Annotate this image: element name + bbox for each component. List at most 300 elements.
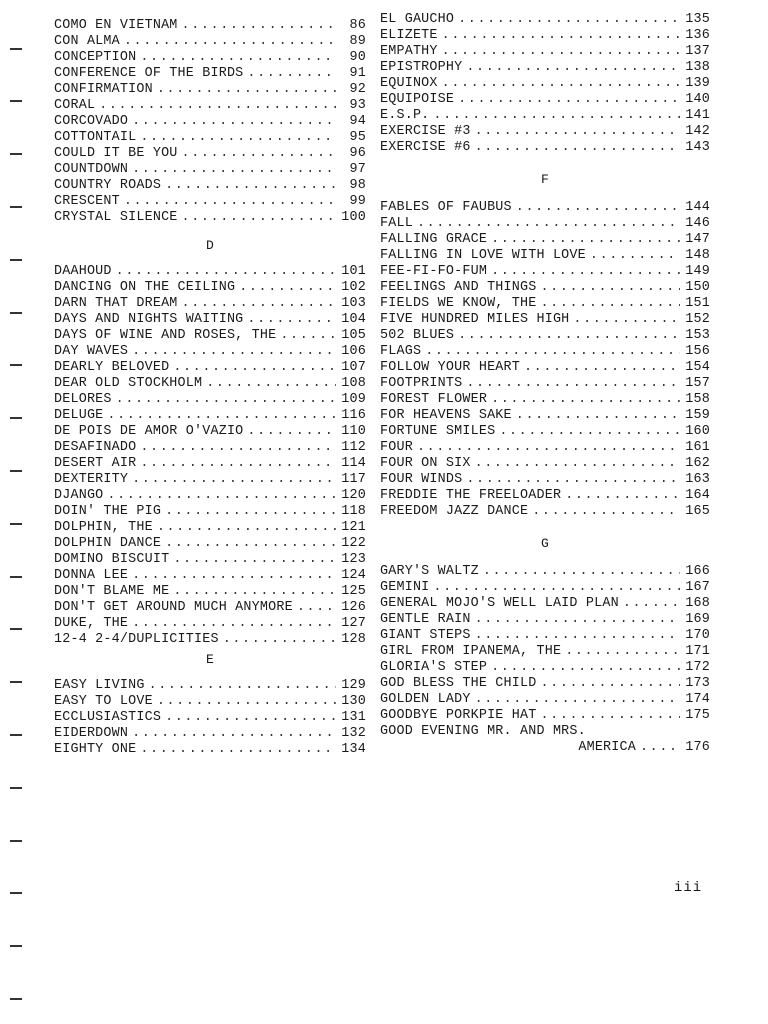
leader-dots	[540, 708, 680, 724]
index-entry	[380, 200, 710, 216]
leader-dots	[623, 596, 680, 612]
entry-page-number: 103	[341, 296, 366, 311]
leader-dots	[458, 92, 680, 108]
binding-mark	[10, 364, 22, 366]
entry-page-number: 174	[685, 692, 710, 707]
entry-page-number: 120	[341, 488, 366, 503]
index-entry	[54, 568, 366, 584]
entry-page-number: 143	[685, 140, 710, 155]
leader-dots	[573, 312, 680, 328]
index-entry	[54, 678, 366, 694]
entry-page-number: 126	[341, 600, 366, 615]
entry-page-number: 123	[341, 552, 366, 567]
binding-mark	[10, 523, 22, 525]
binding-mark	[10, 892, 22, 894]
leader-dots	[640, 740, 680, 756]
binding-mark	[10, 417, 22, 419]
entry-page-number: 124	[341, 568, 366, 583]
entry-title: GIANT STEPS	[380, 628, 471, 643]
entry-title: DESAFINADO	[54, 440, 137, 455]
index-entry	[380, 564, 710, 580]
entry-page-number: 98	[349, 178, 366, 193]
index-entry	[380, 628, 710, 644]
leader-dots	[442, 28, 680, 44]
leader-dots	[442, 44, 680, 60]
index-entry	[54, 98, 366, 114]
leader-dots	[182, 146, 336, 162]
index-entry	[54, 280, 366, 296]
entry-page-number: 147	[685, 232, 710, 247]
entry-title: DUKE, THE	[54, 616, 129, 631]
index-entry	[54, 18, 366, 34]
leader-dots	[491, 264, 680, 280]
leader-dots	[247, 312, 336, 328]
index-entry	[54, 312, 366, 328]
entry-page-number: 89	[349, 34, 366, 49]
entry-title: ECCLUSIASTICS	[54, 710, 162, 725]
index-entry	[380, 344, 710, 360]
entry-title: FLAGS	[380, 344, 422, 359]
leader-dots	[107, 408, 336, 424]
index-entry	[54, 50, 366, 66]
index-column-right	[380, 12, 710, 756]
leader-dots	[425, 344, 680, 360]
entry-page-number: 175	[685, 708, 710, 723]
binding-hole-marks	[10, 0, 24, 1024]
leader-dots	[132, 162, 336, 178]
entry-page-number: 162	[685, 456, 710, 471]
entry-page-number: 137	[685, 44, 710, 59]
binding-mark	[10, 734, 22, 736]
entry-page-number: 91	[349, 66, 366, 81]
entry-page-number: 138	[685, 60, 710, 75]
binding-mark	[10, 153, 22, 155]
leader-dots	[132, 114, 336, 130]
entry-title: GOOD EVENING MR. AND MRS.	[380, 724, 586, 739]
leader-dots	[124, 34, 336, 50]
leader-dots	[165, 710, 336, 726]
leader-dots	[433, 108, 680, 124]
leader-dots	[149, 678, 336, 694]
leader-dots	[173, 360, 336, 376]
entry-page-number: 172	[685, 660, 710, 675]
index-entry	[54, 520, 366, 536]
entry-title: CONFIRMATION	[54, 82, 153, 97]
leader-dots	[140, 50, 336, 66]
section-d	[54, 264, 366, 648]
entry-title: GEMINI	[380, 580, 430, 595]
entry-page-number: 95	[349, 130, 366, 145]
entry-title: EQUINOX	[380, 76, 438, 91]
leader-dots	[466, 376, 680, 392]
index-entry	[380, 92, 710, 108]
leader-dots	[124, 194, 336, 210]
leader-dots	[182, 296, 336, 312]
entry-page-number: 127	[341, 616, 366, 631]
entry-title: DANCING ON THE CEILING	[54, 280, 236, 295]
index-entry	[380, 708, 710, 724]
index-entry	[380, 440, 710, 456]
entry-title: DELUGE	[54, 408, 104, 423]
leader-dots	[132, 568, 336, 584]
index-entry	[380, 76, 710, 92]
index-column-left	[54, 18, 366, 758]
entry-title: EXERCISE #3	[380, 124, 471, 139]
entry-page-number: 167	[685, 580, 710, 595]
entry-page-number: 166	[685, 564, 710, 579]
leader-dots	[140, 456, 336, 472]
entry-title: FREDDIE THE FREELOADER	[380, 488, 562, 503]
entry-page-number: 142	[685, 124, 710, 139]
leader-dots	[239, 280, 336, 296]
entry-page-number: 90	[349, 50, 366, 65]
entry-title: DON'T BLAME ME	[54, 584, 170, 599]
entry-title: GARY'S WALTZ	[380, 564, 479, 579]
binding-mark	[10, 48, 22, 50]
index-entry	[54, 210, 366, 226]
entry-page-number: 158	[685, 392, 710, 407]
entry-title: CONFERENCE OF THE BIRDS	[54, 66, 244, 81]
entry-title: GOODBYE PORKPIE HAT	[380, 708, 537, 723]
leader-dots	[540, 676, 680, 692]
entry-title: DOLPHIN DANCE	[54, 536, 162, 551]
index-entry	[380, 724, 710, 740]
entry-page-number: 109	[341, 392, 366, 407]
entry-page-number: 136	[685, 28, 710, 43]
entry-title: DON'T GET AROUND MUCH ANYMORE	[54, 600, 293, 615]
leader-dots	[173, 584, 336, 600]
entry-page-number: 140	[685, 92, 710, 107]
index-entry	[380, 216, 710, 232]
binding-mark	[10, 576, 22, 578]
leader-dots	[116, 264, 336, 280]
index-entry	[380, 488, 710, 504]
leader-dots	[297, 600, 336, 616]
leader-dots	[516, 200, 680, 216]
entry-title: CRYSTAL SILENCE	[54, 210, 178, 225]
index-entry	[380, 108, 710, 124]
leader-dots	[540, 296, 680, 312]
entry-title: 12-4 2-4/DUPLICITIES	[54, 632, 219, 647]
entry-page-number: 131	[341, 710, 366, 725]
entry-page-number: 157	[685, 376, 710, 391]
leader-dots	[475, 612, 680, 628]
entry-title: COTTONTAIL	[54, 130, 137, 145]
leader-dots	[433, 580, 680, 596]
binding-mark	[10, 787, 22, 789]
entry-page-number: 159	[685, 408, 710, 423]
index-entry	[54, 600, 366, 616]
index-entry	[54, 408, 366, 424]
entry-title: ELIZETE	[380, 28, 438, 43]
index-entry	[54, 264, 366, 280]
entry-title: FOUR	[380, 440, 413, 455]
entry-page-number: 132	[341, 726, 366, 741]
index-entry	[54, 82, 366, 98]
leader-dots	[165, 504, 336, 520]
entry-page-number: 102	[341, 280, 366, 295]
entry-title: COULD IT BE YOU	[54, 146, 178, 161]
entry-title: EPISTROPHY	[380, 60, 463, 75]
leader-dots	[247, 424, 336, 440]
index-entry	[54, 632, 366, 648]
binding-mark	[10, 470, 22, 472]
entry-page-number: 92	[349, 82, 366, 97]
leader-dots	[475, 124, 680, 140]
entry-page-number: 86	[349, 18, 366, 33]
index-entry	[54, 536, 366, 552]
entry-page-number: 173	[685, 676, 710, 691]
entry-page-number: 153	[685, 328, 710, 343]
entry-title: FOUR ON SIX	[380, 456, 471, 471]
index-entry	[54, 194, 366, 210]
entry-page-number: 101	[341, 264, 366, 279]
index-entry	[380, 408, 710, 424]
leader-dots	[157, 694, 336, 710]
leader-dots	[165, 178, 336, 194]
index-entry	[54, 360, 366, 376]
leader-dots	[475, 140, 680, 156]
section-heading-g: G	[540, 536, 549, 551]
index-entry	[54, 616, 366, 632]
index-entry	[380, 296, 710, 312]
section-c-continued	[54, 18, 366, 226]
index-entry	[54, 178, 366, 194]
entry-page-number: 154	[685, 360, 710, 375]
entry-page-number: 104	[341, 312, 366, 327]
index-entry	[380, 312, 710, 328]
entry-page-number: 99	[349, 194, 366, 209]
entry-title: FOUR WINDS	[380, 472, 463, 487]
index-entry	[380, 264, 710, 280]
leader-dots	[116, 392, 336, 408]
leader-dots	[475, 456, 680, 472]
entry-page-number: 128	[341, 632, 366, 647]
entry-title: GLORIA'S STEP	[380, 660, 488, 675]
index-entry	[380, 456, 710, 472]
section-e-continued	[380, 12, 710, 156]
entry-page-number: 144	[685, 200, 710, 215]
leader-dots	[223, 632, 336, 648]
entry-title: CRESCENT	[54, 194, 120, 209]
entry-title: COMO EN VIETNAM	[54, 18, 178, 33]
binding-mark	[10, 945, 22, 947]
index-entry	[54, 424, 366, 440]
binding-mark	[10, 840, 22, 842]
entry-title: EMPATHY	[380, 44, 438, 59]
binding-mark	[10, 312, 22, 314]
leader-dots	[491, 232, 680, 248]
entry-page-number: 169	[685, 612, 710, 627]
entry-title: E.S.P.	[380, 108, 430, 123]
index-entry	[380, 28, 710, 44]
entry-title: GOLDEN LADY	[380, 692, 471, 707]
index-entry	[380, 392, 710, 408]
entry-title: DJANGO	[54, 488, 104, 503]
entry-title: EXERCISE #6	[380, 140, 471, 155]
index-entry	[380, 644, 710, 660]
leader-dots	[491, 660, 680, 676]
entry-page-number: 105	[341, 328, 366, 343]
entry-title: DAY WAVES	[54, 344, 129, 359]
entry-page-number: 122	[341, 536, 366, 551]
leader-dots	[590, 248, 680, 264]
leader-dots	[140, 130, 336, 146]
index-entry	[54, 472, 366, 488]
leader-dots	[483, 564, 680, 580]
entry-page-number: 165	[685, 504, 710, 519]
entry-title: DEAR OLD STOCKHOLM	[54, 376, 203, 391]
index-entry	[380, 424, 710, 440]
binding-mark	[10, 206, 22, 208]
leader-dots	[173, 552, 336, 568]
entry-page-number: 168	[685, 596, 710, 611]
entry-title: EIGHTY ONE	[54, 742, 137, 757]
index-entry	[54, 344, 366, 360]
binding-mark	[10, 998, 22, 1000]
entry-page-number: 148	[685, 248, 710, 263]
entry-title: GOD BLESS THE CHILD	[380, 676, 537, 691]
leader-dots	[280, 328, 336, 344]
entry-page-number: 134	[341, 742, 366, 757]
leader-dots	[132, 472, 336, 488]
leader-dots	[165, 536, 336, 552]
entry-title: DAYS OF WINE AND ROSES, THE	[54, 328, 277, 343]
entry-title: 502 BLUES	[380, 328, 455, 343]
entry-title: EQUIPOISE	[380, 92, 455, 107]
index-entry	[380, 60, 710, 76]
leader-dots	[157, 520, 336, 536]
leader-dots	[417, 216, 680, 232]
entry-title: CORAL	[54, 98, 96, 113]
leader-dots	[206, 376, 336, 392]
leader-dots	[132, 616, 336, 632]
binding-mark	[10, 259, 22, 261]
entry-title: CONCEPTION	[54, 50, 137, 65]
leader-dots	[442, 76, 680, 92]
index-entry	[54, 488, 366, 504]
leader-dots	[532, 504, 680, 520]
entry-page-number: 146	[685, 216, 710, 231]
index-entry	[54, 376, 366, 392]
entry-title: FEE-FI-FO-FUM	[380, 264, 488, 279]
entry-title: FOR HEAVENS SAKE	[380, 408, 512, 423]
index-entry	[54, 162, 366, 178]
index-entry	[54, 552, 366, 568]
index-entry	[380, 504, 710, 520]
index-entry	[380, 580, 710, 596]
index-entry	[380, 692, 710, 708]
entry-title: DELORES	[54, 392, 112, 407]
leader-dots	[466, 60, 680, 76]
index-entry	[380, 124, 710, 140]
entry-page-number: 96	[349, 146, 366, 161]
leader-dots	[417, 440, 680, 456]
section-heading-e: E	[205, 652, 214, 667]
entry-page-number: 114	[341, 456, 366, 471]
leader-dots	[565, 644, 680, 660]
entry-page-number: 129	[341, 678, 366, 693]
entry-title: FEELINGS AND THINGS	[380, 280, 537, 295]
entry-page-number: 100	[341, 210, 366, 225]
index-entry	[54, 130, 366, 146]
index-entry	[380, 472, 710, 488]
page-number: iii	[674, 880, 703, 896]
entry-title: DESERT AIR	[54, 456, 137, 471]
leader-dots	[524, 360, 680, 376]
index-entry	[54, 456, 366, 472]
index-entry	[54, 66, 366, 82]
section-g	[380, 564, 710, 724]
binding-mark	[10, 681, 22, 683]
index-entry	[380, 360, 710, 376]
leader-dots	[565, 488, 680, 504]
entry-title: DAAHOUD	[54, 264, 112, 279]
entry-title: DEXTERITY	[54, 472, 129, 487]
index-entry	[54, 440, 366, 456]
entry-page-number: 151	[685, 296, 710, 311]
entry-title: COUNTRY ROADS	[54, 178, 162, 193]
leader-dots	[516, 408, 680, 424]
entry-title: CORCOVADO	[54, 114, 129, 129]
leader-dots	[540, 280, 680, 296]
entry-title: COUNTDOWN	[54, 162, 129, 177]
entry-title: GENTLE RAIN	[380, 612, 471, 627]
entry-page-number: 135	[685, 12, 710, 27]
entry-page-number: 110	[341, 424, 366, 439]
index-entry	[380, 676, 710, 692]
entry-title: FOREST FLOWER	[380, 392, 488, 407]
index-entry	[54, 742, 366, 758]
entry-page-number: 106	[341, 344, 366, 359]
leader-dots	[107, 488, 336, 504]
leader-dots	[247, 66, 336, 82]
entry-title: FALLING GRACE	[380, 232, 488, 247]
leader-dots	[466, 472, 680, 488]
entry-title: GIRL FROM IPANEMA, THE	[380, 644, 562, 659]
leader-dots	[491, 392, 680, 408]
entry-page-number: 141	[685, 108, 710, 123]
index-entry	[380, 12, 710, 28]
entry-page-number: 121	[341, 520, 366, 535]
entry-title: FABLES OF FAUBUS	[380, 200, 512, 215]
index-entry	[54, 296, 366, 312]
entry-page-number: 176	[685, 740, 710, 755]
index-entry	[380, 140, 710, 156]
entry-page-number: 149	[685, 264, 710, 279]
leader-dots	[475, 628, 680, 644]
leader-dots	[140, 742, 336, 758]
entry-title: FIVE HUNDRED MILES HIGH	[380, 312, 570, 327]
section-f	[380, 200, 710, 520]
section-heading-d: D	[205, 238, 214, 253]
entry-title: FOLLOW YOUR HEART	[380, 360, 521, 375]
entry-page-number: 116	[341, 408, 366, 423]
entry-page-number: 97	[349, 162, 366, 177]
entry-page-number: 93	[349, 98, 366, 113]
entry-title: FREEDOM JAZZ DANCE	[380, 504, 529, 519]
leader-dots	[458, 12, 680, 28]
index-entry	[380, 280, 710, 296]
index-entry	[380, 232, 710, 248]
leader-dots	[157, 82, 336, 98]
entry-title: CON ALMA	[54, 34, 120, 49]
index-entry	[54, 146, 366, 162]
entry-title: DOIN' THE PIG	[54, 504, 162, 519]
leader-dots	[475, 692, 680, 708]
index-entry	[380, 248, 710, 264]
entry-page-number: 152	[685, 312, 710, 327]
